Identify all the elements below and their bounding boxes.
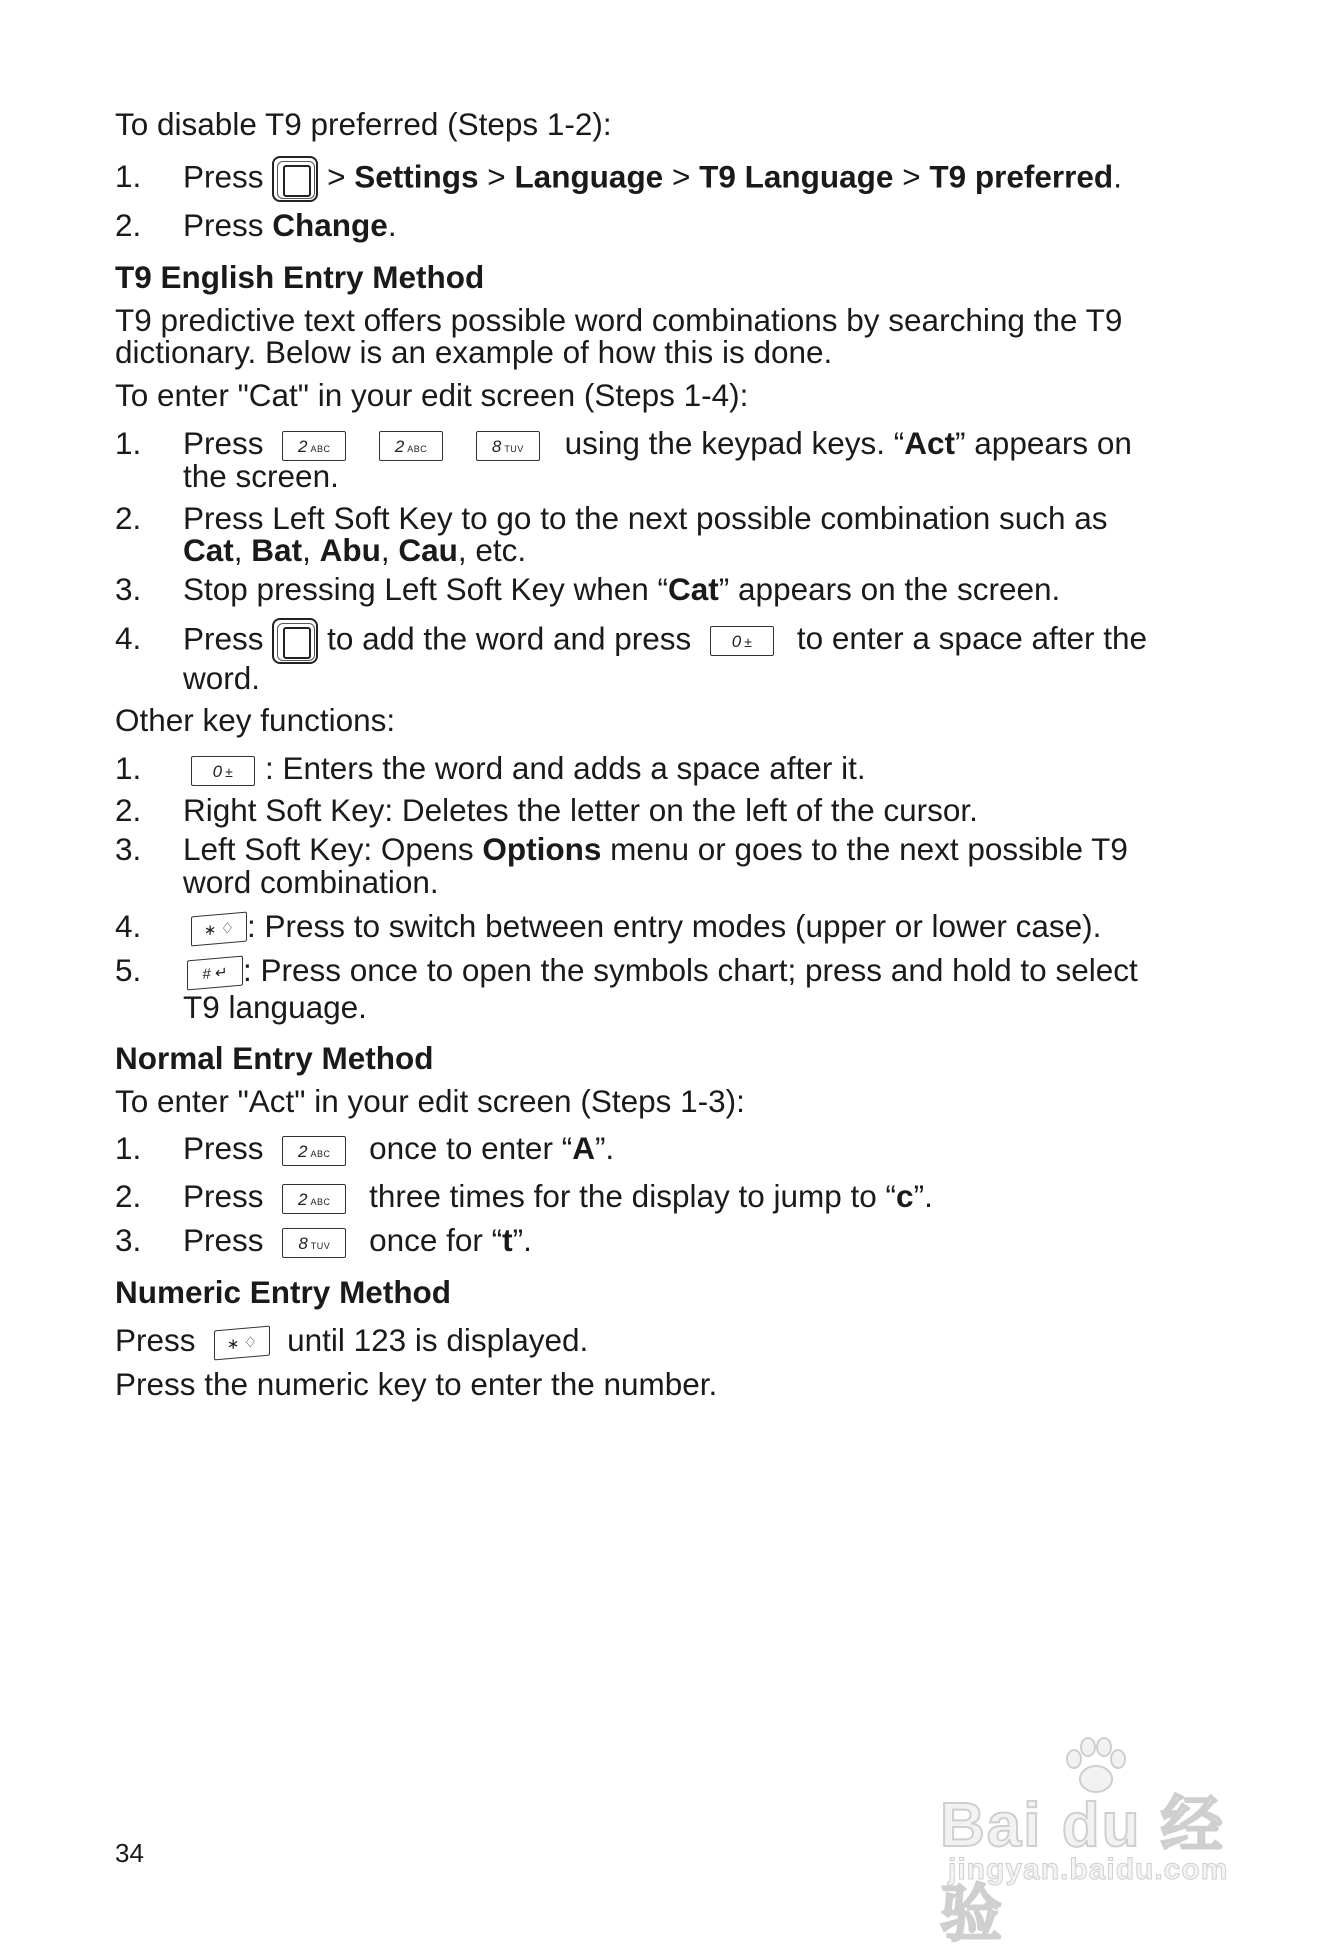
other-function-1: 0 ± : Enters the word and adds a space after it. [183, 748, 866, 788]
t9-desc-line-2: dictionary. Below is an example of how this is done. [115, 334, 833, 370]
baidu-watermark [940, 1735, 1260, 1949]
other-function-5-cont: T9 language. [183, 989, 367, 1025]
t9-step-4: Press to add the word and press 0 ± to enter a space after the [183, 618, 1147, 664]
other-function-4: ∗ ♢ : Press to switch between entry modes (upper or lower case). [183, 906, 1101, 946]
key-2-abc-icon: 2 ABC [282, 1136, 346, 1166]
key-2-abc-icon: 2 ABC [282, 1184, 346, 1214]
numeric-step-2: Press the numeric key to enter the number. [115, 1366, 718, 1402]
step-number: 5. [115, 952, 142, 988]
t9-step-1: Press 2 ABC 2 ABC 8 TUV using the keypad keys. “Act” appears on [183, 425, 1132, 461]
key-star-icon: ∗ ♢ [191, 911, 247, 946]
step-number: 2. [115, 500, 142, 536]
key-0-space-icon: 0 ± [191, 756, 255, 786]
normal-step-3: Press 8 TUV once for “t”. [183, 1222, 532, 1258]
t9-step-3: Stop pressing Left Soft Key when “Cat” appears on the screen. [183, 571, 1061, 607]
step-number: 3. [115, 831, 142, 867]
t9-step-2: Press Left Soft Key to go to the next possible combination such as [183, 500, 1108, 536]
step-number: 2. [115, 207, 142, 243]
other-intro: Other key functions: [115, 702, 396, 738]
step-number: 1. [115, 750, 142, 786]
key-2-abc-icon: 2 ABC [379, 431, 443, 461]
other-function-3: Left Soft Key: Opens Options menu or goes to the next possible T9 [183, 831, 1128, 867]
step-number: 4. [115, 908, 142, 944]
section-heading-normal: Normal Entry Method [115, 1040, 434, 1076]
other-function-2: Right Soft Key: Deletes the letter on the left of the cursor. [183, 792, 978, 828]
step-number: 3. [115, 1222, 142, 1258]
step-number: 2. [115, 1178, 142, 1214]
key-0-space-icon: 0 ± [710, 626, 774, 656]
numeric-step: Press ∗ ♢ until 123 is displayed. [115, 1320, 588, 1360]
t9-desc-line-1: T9 predictive text offers possible word combinations by searching the T9 [115, 302, 1123, 338]
normal-step-1: Press 2 ABC once to enter “A”. [183, 1130, 615, 1166]
step-number: 1. [115, 158, 142, 194]
key-star-icon: ∗ ♢ [214, 1325, 270, 1360]
normal-intro: To enter "Act" in your edit screen (Steps 1-3): [115, 1083, 745, 1119]
t9-intro: To enter "Cat" in your edit screen (Steps 1-4): [115, 377, 749, 413]
t9-step-1-cont: the screen. [183, 458, 339, 494]
step-number: 1. [115, 1130, 142, 1166]
step-number: 4. [115, 620, 142, 656]
key-hash-icon: # ↵ [187, 955, 243, 990]
step-number: 1. [115, 425, 142, 461]
section-heading-numeric: Numeric Entry Method [115, 1274, 452, 1310]
disable-intro: To disable T9 preferred (Steps 1-2): [115, 106, 612, 142]
section-heading-t9-english: T9 English Entry Method [115, 259, 485, 295]
page-number: 34 [115, 1838, 144, 1868]
key-8-tuv-icon: 8 TUV [476, 431, 540, 461]
other-function-3-cont: word combination. [183, 864, 439, 900]
normal-step-2: Press 2 ABC three times for the display to jump to “c”. [183, 1178, 933, 1214]
step-number: 3. [115, 571, 142, 607]
t9-step-4-cont: word. [183, 660, 261, 696]
key-2-abc-icon: 2 ABC [282, 431, 346, 461]
watermark-brand: Bai du 经验 [940, 1791, 1225, 1949]
disable-step-2: Press Change. [183, 207, 397, 243]
watermark-url: jingyan.baidu.com [948, 1853, 1229, 1886]
menu-ok-key-icon [272, 618, 318, 664]
disable-step-1: Press > Settings > Language > T9 Language > T9 preferred. [183, 156, 1122, 202]
menu-ok-key-icon [272, 156, 318, 202]
step-number: 2. [115, 792, 142, 828]
t9-step-2-cont: Cat, Bat, Abu, Cau, etc. [183, 532, 527, 568]
other-function-5: # ↵ : Press once to open the symbols chart; press and hold to select [183, 950, 1138, 990]
key-8-tuv-icon: 8 TUV [282, 1228, 346, 1258]
